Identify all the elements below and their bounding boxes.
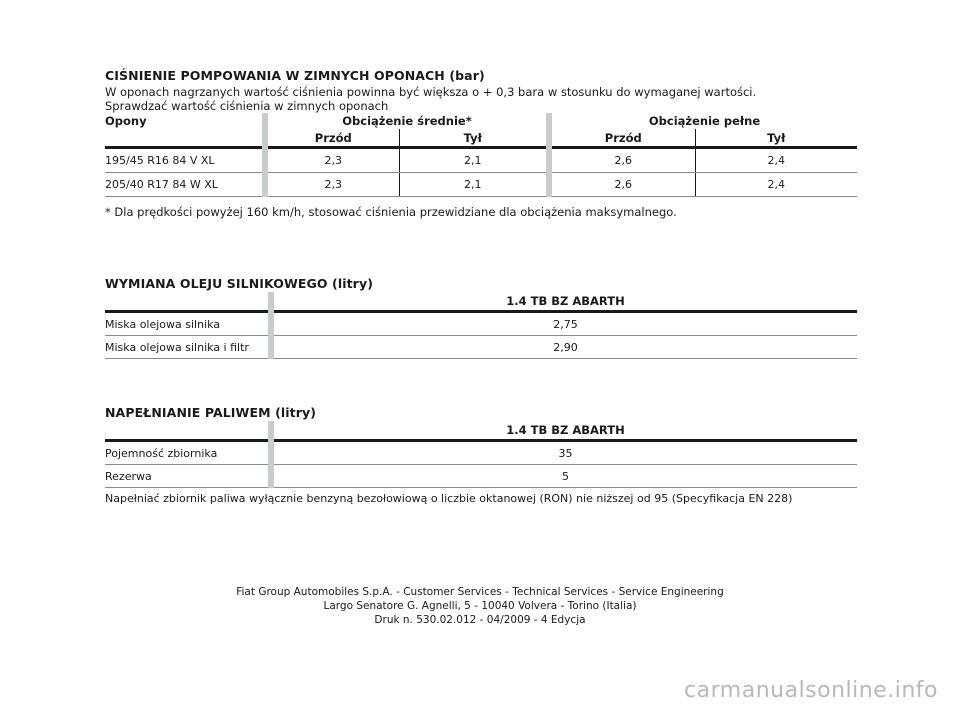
oil-value: 2,75	[271, 312, 857, 336]
tyre-size: 195/45 R16 84 V XL	[105, 148, 265, 173]
col-full-rear-header: Tył	[695, 129, 857, 148]
table-subheader-row	[105, 129, 857, 148]
oil-change-table	[105, 292, 857, 359]
tyre-pressure-footnote: * Dla prędkości powyżej 160 km/h, stosować ciśnienia przewidziane dla obciążenia maksymalnego.	[105, 205, 677, 219]
full-rear-value: 2,4	[695, 173, 857, 197]
footer-line-1: Fiat Group Automobiles S.p.A. - Customer Services - Technical Services - Service Engineering	[236, 586, 724, 598]
table-row	[105, 441, 857, 465]
full-front-value: 2,6	[549, 148, 695, 173]
fuel-title: NAPEŁNIANIE PALIWEM (litry)	[105, 405, 317, 420]
engine-header: 1.4 TB BZ ABARTH	[271, 421, 857, 441]
fuel-label: Pojemność zbiornika	[105, 441, 271, 465]
mid-front-value: 2,3	[265, 173, 399, 197]
col-full-load-header: Obciążenie pełne	[549, 113, 857, 129]
mid-rear-value: 2,1	[399, 173, 549, 197]
fuel-label: Rezerwa	[105, 465, 271, 488]
oil-label: Miska olejowa silnika	[105, 312, 271, 336]
tyre-pressure-note-cold: Sprawdzać wartość ciśnienia w zimnych oponach	[105, 99, 389, 113]
publisher-footer	[0, 585, 960, 627]
tyre-pressure-table	[105, 113, 857, 197]
mid-front-value: 2,3	[265, 148, 399, 173]
tyre-pressure-title: CIŚNIENIE POMPOWANIA W ZIMNYCH OPONACH (bar)	[105, 68, 485, 83]
fuel-value: 5	[271, 465, 857, 488]
oil-change-title: WYMIANA OLEJU SILNIKOWEGO (litry)	[105, 276, 374, 291]
document-page	[105, 68, 857, 506]
col-full-front-header: Przód	[549, 129, 695, 148]
col-tyres-header: Opony	[105, 114, 147, 128]
col-medium-load-header: Obciążenie średnie*	[265, 113, 549, 129]
oil-value: 2,90	[271, 336, 857, 359]
col-mid-rear-header: Tył	[399, 129, 549, 148]
engine-header: 1.4 TB BZ ABARTH	[271, 292, 857, 312]
col-mid-front-header: Przód	[265, 129, 399, 148]
full-rear-value: 2,4	[695, 148, 857, 173]
footer-line-2: Largo Senatore G. Agnelli, 5 - 10040 Volvera - Torino (Italia)	[323, 600, 637, 612]
table-row	[105, 148, 857, 173]
table-row	[105, 312, 857, 336]
tyre-pressure-note-hot: W oponach nagrzanych wartość ciśnienia powinna być większa o + 0,3 bara w stosunku do wymaganej wartości.	[105, 85, 757, 99]
oil-label: Miska olejowa silnika i filtr	[105, 336, 271, 359]
footer-line-3: Druk n. 530.02.012 - 04/2009 - 4 Edycja	[374, 614, 586, 626]
fuel-footnote: Napełniać zbiornik paliwa wyłącznie benzyną bezołowiową o liczbie oktanowej (RON) nie niższej od 95 (Specyfikacja EN 228)	[105, 492, 793, 505]
tyre-size: 205/40 R17 84 W XL	[105, 173, 265, 197]
table-row	[105, 336, 857, 359]
fuel-value: 35	[271, 441, 857, 465]
watermark: carmanualsonline.info	[684, 678, 938, 703]
table-header-row	[105, 113, 857, 129]
table-row	[105, 465, 857, 488]
fuel-table	[105, 421, 857, 488]
table-header-row	[105, 421, 857, 441]
table-header-row	[105, 292, 857, 312]
mid-rear-value: 2,1	[399, 148, 549, 173]
full-front-value: 2,6	[549, 173, 695, 197]
table-row	[105, 173, 857, 197]
